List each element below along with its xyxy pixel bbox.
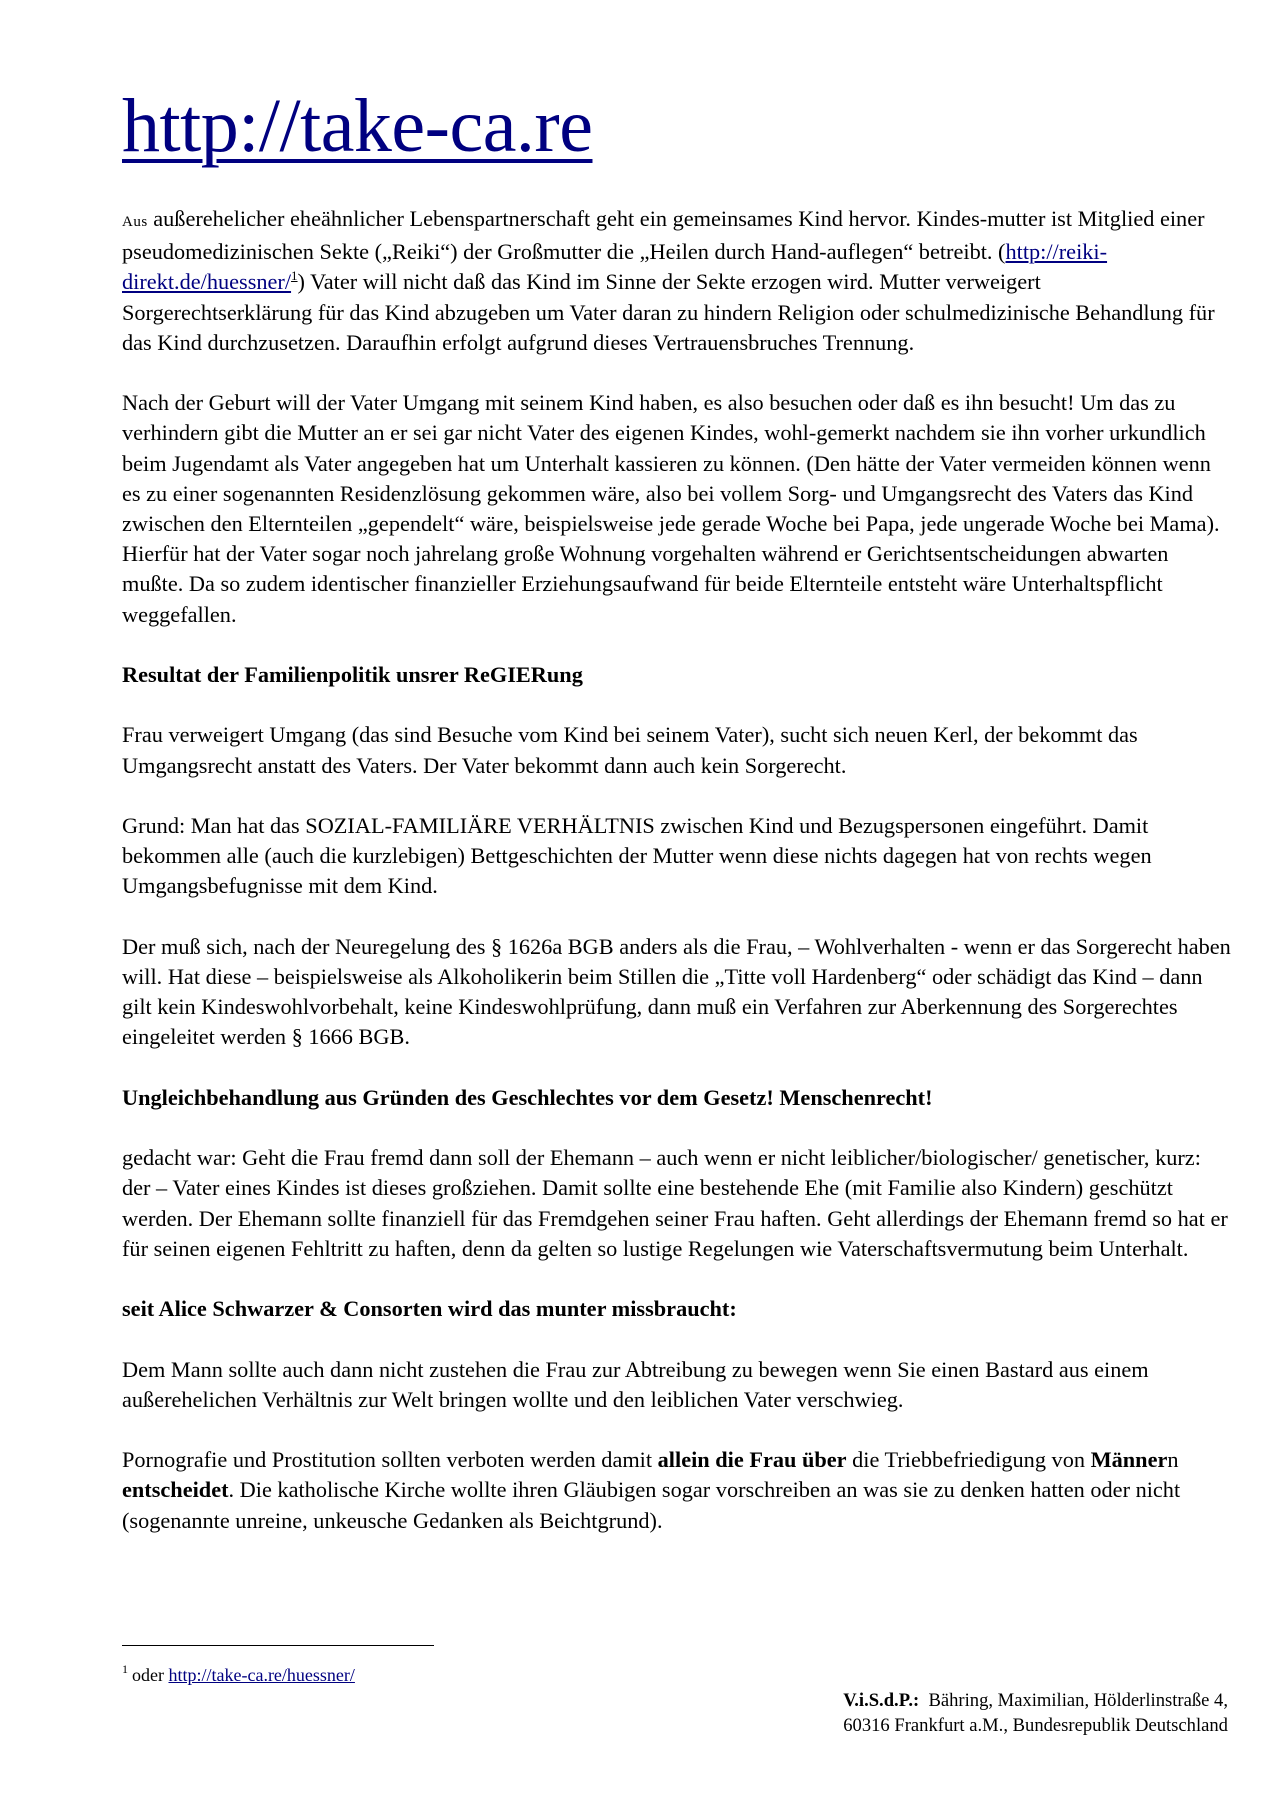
imprint — [843, 1688, 1228, 1738]
paragraph-intro: Aus außerehelicher eheähnlicher Lebenspartnerschaft geht ein gemeinsames Kind hervor. Kindes-mutter ist Mitglied einer pseudomedizinischen Sekte („Reiki“) der Großmutter die „Heilen durch Hand-auflegen“ betreibt. (http://reiki-direkt.de/huessner/$^1$) Vater will nicht daß das Kind im Sinne der Sekte erzogen wird. Mutter verweigert Sorgerechtserklärung für das Kind abzugeben um Vater daran zu hindern Religion oder schulmedizinische Behandlung für das Kind durchzusetzen. Daraufhin erfolgt aufgrund dieses Vertrauensbruches Trennung. — [122, 206, 1215, 355]
imprint-line2: 60316 Frankfurt a.M., Bundesrepublik Deutschland — [843, 1715, 1228, 1736]
footnote-reference[interactable]: 1 — [291, 268, 298, 284]
footnote-divider — [122, 1645, 434, 1646]
paragraph-reason: Grund: Man hat das SOZIAL-FAMILIÄRE VERHÄLTNIS zwischen Kind und Bezugspersonen eingeführt. Damit bekommen alle (auch die kurzlebigen) Bettgeschichten der Mutter wenn diese nichts dagegen hat von rechts wegen Umgangsbefugnisse mit dem Kind. — [122, 813, 1152, 899]
paragraph-abortion: Dem Mann sollte auch dann nicht zustehen die Frau zur Abtreibung zu bewegen wenn Sie einen Bastard aus einem außerehelichen Verhältnis zur Welt bringen wollte und den leiblichen Vater verschwieg. — [122, 1356, 1149, 1412]
footnote-number: 1 — [122, 1662, 128, 1676]
title-link[interactable]: http://take-ca.re — [122, 84, 593, 168]
footnote-link[interactable]: http://take-ca.re/huessner/ — [168, 1665, 355, 1685]
heading-misuse: seit Alice Schwarzer & Consorten wird das munter missbraucht: — [122, 1296, 737, 1322]
heading-family-policy: Resultat der Familienpolitik unsrer ReGIERung — [122, 662, 583, 688]
heading-inequality: Ungleichbehandlung aus Gründen des Geschlechtes vor dem Gesetz! Menschenrecht! — [122, 1084, 933, 1110]
paragraph-bgb: Der muß sich, nach der Neuregelung des § 1626a BGB anders als die Frau, – Wohlverhalten - wenn er das Sorgerecht haben will. Hat diese – beispielsweise als Alkoholikerin beim Stillen die „Titte voll Hardenberg“ oder schädigt das Kind – dann gilt kein Kindeswohlvorbehalt, keine Kindeswohlprüfung, dann muß ein Verfahren zur Aberkennung des Sorgerechtes eingeleitet werden § 1666 BGB. — [122, 933, 1231, 1050]
imprint-label: V.i.S.d.P.: — [843, 1690, 920, 1711]
footnote: $^1$ oder http://take-ca.re/huessner/ — [122, 1662, 355, 1685]
paragraph-intended: gedacht war: Geht die Frau fremd dann soll der Ehemann – auch wenn er nicht leiblicher/biologischer/ genetischer, kurz: der – Vater eines Kindes ist dieses großziehen. Damit sollte eine bestehende Ehe (mit Familie also Kindern) geschützt werden. Der Ehemann sollte finanziell für das Fremdgehen seiner Frau haften. Geht allerdings der Ehemann fremd so hat er für seinen eigenen Fehltritt zu haften, denn da gelten so lustige Regelungen wie Vaterschaftsvermutung beim Unterhalt. — [122, 1145, 1228, 1261]
paragraph-contact-refused: Frau verweigert Umgang (das sind Besuche vom Kind bei seinem Vater), sucht sich neuen Kerl, der bekommt das Umgangsrecht anstatt des Vaters. Der Vater bekommt dann auch kein Sorgerecht. — [122, 722, 1138, 778]
document-body — [122, 204, 1232, 1566]
reiki-link[interactable]: http://reiki-direkt.de/huessner/ — [122, 239, 1108, 295]
paragraph-pornography: Pornografie und Prostitution sollten verboten werden damit allein die Frau über die Triebbefriedigung von Männern entscheidet. Die katholische Kirche wollte ihren Gläubigen sogar vorschreiben an was sie zu denken hatten oder nicht (sogenannte unreine, unkeusche Gedanken als Beichtgrund). — [122, 1447, 1181, 1533]
imprint-line1: Bähring, Maximilian, Hölderlinstraße 4, — [919, 1690, 1228, 1711]
paragraph-birth: Nach der Geburt will der Vater Umgang mit seinem Kind haben, es also besuchen oder daß es ihn besucht! Um das zu verhindern gibt die Mutter an er sei gar nicht Vater des eigenen Kindes, wohl-gemerkt nachdem sie ihn vorher urkundlich beim Jugendamt als Vater angegeben hat um Unterhalt kassieren zu können. (Den hätte der Vater vermeiden können wenn es zu einer sogenannten Residenzlösung gekommen wäre, also bei vollem Sorg- und Umgangsrecht des Vaters das Kind zwischen den Elternteilen „gependelt“ wäre, beispielsweise jede gerade Woche bei Papa, jede ungerade Woche bei Mama). Hierfür hat der Vater sogar noch jahrelang große Wohnung vorgehalten während er Gerichtsentscheidungen abwarten mußte. Da so zudem identischer finanzieller Erziehungsaufwand für beide Elternteile entsteht wäre Unterhaltspflicht weggefallen. — [122, 390, 1220, 627]
small-caps-opening: Aus — [122, 214, 148, 230]
